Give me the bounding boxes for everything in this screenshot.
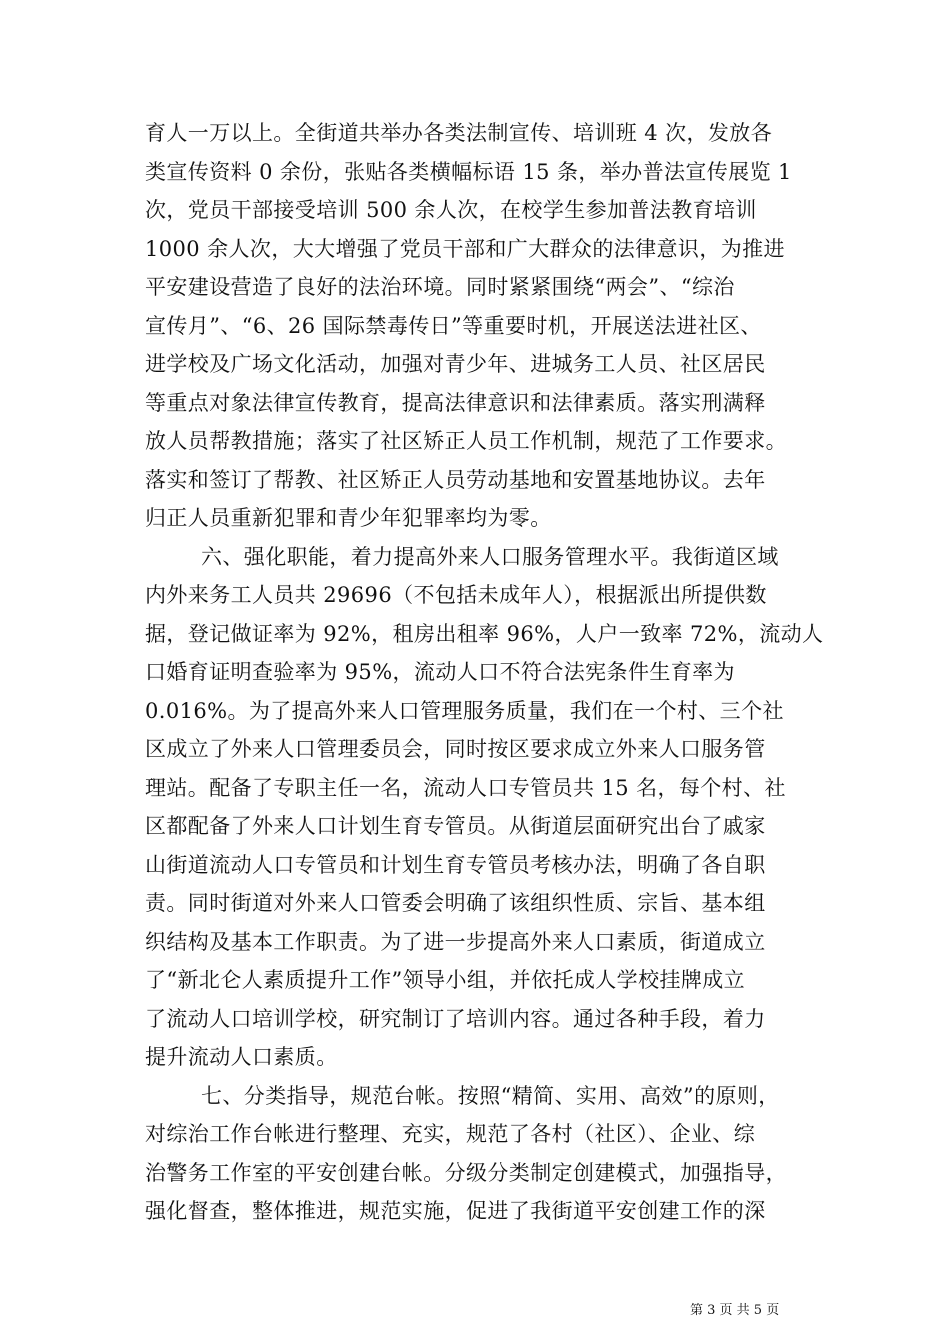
text-line: 1000 余人次，大大增强了党员干部和广大群众的法律意识，为推进 <box>145 236 785 261</box>
text-line: 据，登记做证率为 92%，租房出租率 96%，人户一致率 72%，流动人 <box>145 621 824 646</box>
page-number: 第 3 页 共 5 页 <box>690 1303 780 1318</box>
text-line: 进学校及广场文化活动，加强对青少年、进城务工人员、社区居民 <box>145 352 766 376</box>
text-line: 了流动人口培训学校，研究制订了培训内容。通过各种手段，着力 <box>145 1006 766 1031</box>
text-line: 织结构及基本工作职责。为了进一步提高外来人口素质，街道成立 <box>145 929 766 954</box>
paragraph-heading-six: 六、强化职能，着力提高外来人口服务管理水平。我街道区域 <box>201 544 779 569</box>
text-line: 区成立了外来人口管理委员会，同时按区要求成立外来人口服务管 <box>145 737 766 761</box>
text-line: 责。同时街道对外来人口管委会明确了该组织性质、宗旨、基本组 <box>145 891 766 915</box>
text-line: 内外来务工人员共 29696（不包括未成年人），根据派出所提供数 <box>145 583 767 607</box>
text-line: 0.016%。为了提高外来人口管理服务质量，我们在一个村、三个社 <box>145 698 784 723</box>
text-line: 口婚育证明查验率为 95%，流动人口不符合法宪条件生育率为 <box>145 660 735 684</box>
paragraph-heading-seven: 七、分类指导，规范台帐。按照“精简、实用、高效”的原则， <box>201 1083 780 1108</box>
text-line: 落实和签订了帮教、社区矫正人员劳动基地和安置基地协议。去年 <box>145 467 766 492</box>
text-line: 宣传月”、“6、26 国际禁毒传日”等重要时机，开展送法进社区、 <box>145 313 762 338</box>
text-line: 了“新北仑人素质提升工作”领导小组，并依托成人学校挂牌成立 <box>145 968 746 992</box>
text-line: 治警务工作室的平安创建台帐。分级分类制定创建模式，加强指导， <box>145 1160 787 1185</box>
document-body <box>145 114 824 1231</box>
text-line: 归正人员重新犯罪和青少年犯罪率均为零。 <box>145 506 552 530</box>
text-line: 等重点对象法律宣传教育，提高法律意识和法律素质。落实刑满释 <box>145 390 766 415</box>
text-line: 次，党员干部接受培训 500 余人次，在校学生参加普法教育培训 <box>145 198 757 222</box>
text-line: 育人一万以上。全街道共举办各类法制宣传、培训班 4 次，发放各 <box>145 121 773 145</box>
text-line: 提升流动人口素质。 <box>145 1045 338 1069</box>
text-line: 理站。配备了专职主任一名，流动人口专管员共 15 名，每个村、社 <box>145 775 786 800</box>
text-line: 强化督查，整体推进，规范实施，促进了我街道平安创建工作的深 <box>145 1199 766 1223</box>
text-line: 放人员帮教措施；落实了社区矫正人员工作机制，规范了工作要求。 <box>145 429 787 453</box>
text-line: 区都配备了外来人口计划生育专管员。从街道层面研究出台了戚家 <box>145 814 766 838</box>
text-line: 山街道流动人口专管员和计划生育专管员考核办法，明确了各自职 <box>145 852 766 877</box>
text-line: 类宣传资料 0 余份，张贴各类横幅标语 15 条，举办普法宣传展览 1 <box>145 159 792 184</box>
text-line: 平安建设营造了良好的法治环境。同时紧紧围绕“两会”、“综治 <box>145 275 735 299</box>
text-line: 对综治工作台帐进行整理、充实，规范了各村（社区）、企业、综 <box>145 1122 756 1146</box>
